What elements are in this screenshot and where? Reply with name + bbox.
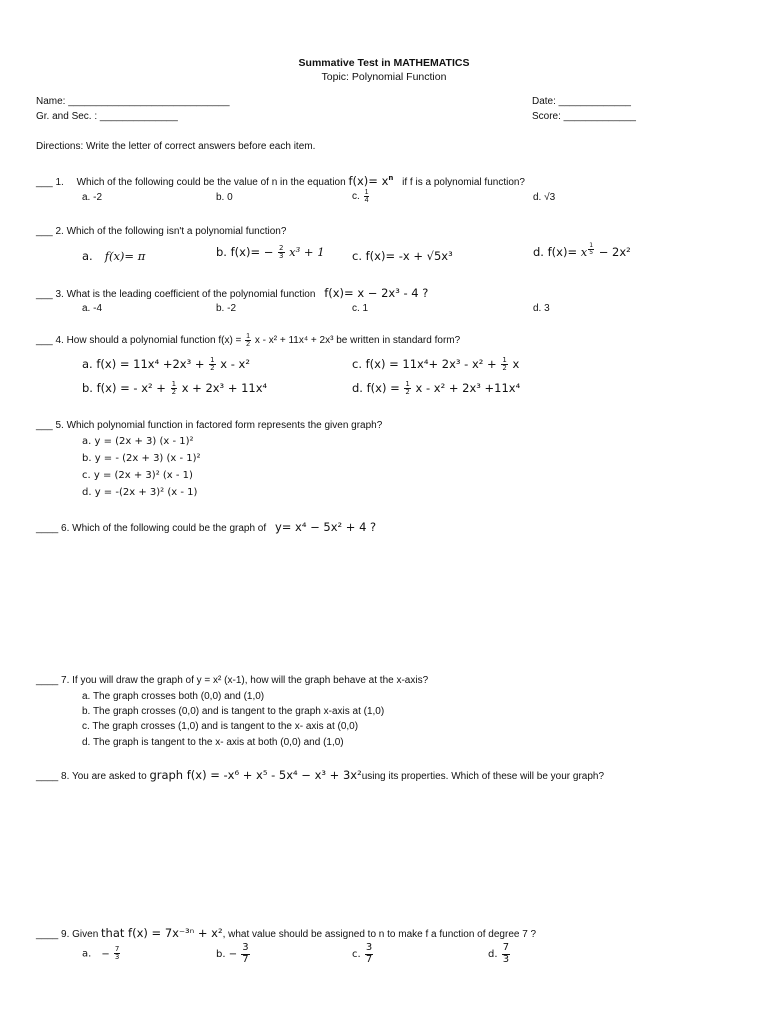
question-3 — [36, 286, 428, 300]
question-text: , what value should be assigned to n to make f a function of degree 7 ? — [222, 929, 537, 940]
q4-option-d[interactable]: d. f(x) = $\frac{1}{2}$ x - x² + 2x³ +11x⁴ — [352, 380, 521, 396]
name-field[interactable]: Name: _____________________________ — [36, 96, 230, 107]
q4-option-a[interactable]: a. f(x) = 11x⁴ +2x³ + $\frac{1}{2}$ x - x² — [82, 356, 250, 372]
q3-option-a[interactable]: a. -4 — [82, 303, 103, 314]
fraction: $\frac{1}{4}$ — [364, 189, 369, 204]
q4-option-b[interactable]: b. f(x) = - x² + $\frac{1}{2}$ x + 2x³ + 11x⁴ — [82, 380, 268, 396]
question-text: x - x² + 11x⁴ + 2x³ be written in standard form? — [254, 335, 461, 347]
q9-option-c[interactable]: c. $\frac{3}{7}$ — [352, 942, 373, 965]
q3-option-d[interactable]: d. 3 — [533, 303, 550, 314]
equation: $f(x)= x^n$ — [348, 174, 394, 188]
q7-option-c[interactable]: c. The graph crosses (1,0) and is tangent to the x- axis at (0,0) — [82, 721, 359, 732]
equation: f(x)= x − 2x³ - 4 ? — [324, 286, 429, 300]
question-text: if f is a polynomial function? — [402, 177, 525, 188]
date-field[interactable]: Date: _____________ — [532, 96, 631, 107]
q2-option-b[interactable]: b. f(x)= − $\frac{2}{3}$ x³ + 1 — [216, 244, 325, 260]
fraction: $\frac{3}{7}$ — [242, 942, 249, 965]
answer-blank[interactable]: ___ 1. — [36, 177, 64, 188]
q3-option-c[interactable]: c. 1 — [352, 303, 369, 314]
q7-option-a[interactable]: a. The graph crosses both (0,0) and (1,0) — [82, 691, 265, 702]
fraction: $\frac{1}{2}$ — [171, 380, 177, 396]
directions: Directions: Write the letter of correct answers before each item. — [36, 141, 316, 152]
q2-option-d[interactable]: d. f(x)= x $\frac{1}{5}$ − 2x² — [533, 242, 631, 259]
q3-option-b[interactable]: b. -2 — [216, 303, 237, 314]
question-text: ___ 3. What is the leading coefficient of the polynomial function — [36, 289, 316, 300]
question-8 — [36, 768, 604, 782]
q4-option-c[interactable]: c. f(x) = 11x⁴+ 2x³ - x² + $\frac{1}{2}$ x — [352, 356, 520, 372]
fraction: $\frac{2}{3}$ — [279, 244, 284, 260]
equation: graph f(x) = -x⁶ + x⁵ - 5x⁴ − x³ + 3x² — [149, 768, 362, 782]
fraction: $\frac{3}{7}$ — [365, 942, 373, 965]
q5-option-d[interactable]: d. y = -(2x + 3)² (x - 1) — [82, 487, 198, 498]
q9-option-a[interactable]: a. − $\frac{7}{3}$ — [82, 945, 120, 961]
q1-option-d[interactable]: d. √3 — [533, 192, 556, 203]
q9-option-d[interactable]: d. $\frac{7}{3}$ — [488, 942, 510, 965]
q5-option-c[interactable]: c. y = (2x + 3)² (x - 1) — [82, 470, 193, 481]
fraction: $\frac{1}{2}$ — [405, 380, 410, 396]
q2-option-c[interactable]: c. f(x)= -x + √5x³ — [352, 249, 453, 263]
fraction: $\frac{1}{2}$ — [210, 356, 215, 372]
question-4 — [36, 333, 460, 348]
question-text: ____ 6. Which of the following could be the graph of — [36, 523, 267, 534]
equation: that f(x) = 7x⁻³ⁿ + x² — [101, 926, 223, 940]
question-6 — [36, 520, 376, 534]
fraction: $\frac{1}{2}$ — [502, 356, 507, 372]
grade-section-field[interactable]: Gr. and Sec. : ______________ — [36, 111, 178, 122]
equation: y= x⁴ − 5x² + 4 ? — [274, 520, 377, 534]
q9-option-b[interactable]: b. − $\frac{3}{7}$ — [216, 942, 249, 965]
question-2: ___ 2. Which of the following isn't a polynomial function? — [36, 226, 287, 237]
q2-option-a[interactable]: a. f(x)= π — [82, 249, 146, 263]
question-1 — [36, 174, 525, 188]
q5-option-b[interactable]: b. y = - (2x + 3) (x - 1)² — [82, 453, 201, 464]
q7-option-d[interactable]: d. The graph is tangent to the x- axis at both (0,0) and (1,0) — [82, 737, 344, 748]
question-text: ____ 8. You are asked to — [36, 771, 147, 782]
question-text: using its properties. Which of these will be your graph? — [361, 771, 605, 782]
question-text: Which of the following could be the value of n in the equation — [76, 177, 346, 188]
question-5: ___ 5. Which polynomial function in factored form represents the given graph? — [36, 420, 383, 431]
question-text: ____ 9. Given — [36, 929, 99, 940]
question-9 — [36, 926, 536, 940]
fraction: $\frac{7}{3}$ — [114, 945, 120, 961]
q1-option-a[interactable]: a. -2 — [82, 192, 103, 203]
test-topic: Topic: Polynomial Function — [321, 71, 447, 83]
q1-option-b[interactable]: b. 0 — [216, 192, 233, 203]
question-7: ____ 7. If you will draw the graph of y = x² (x-1), how will the graph behave at the x-axis? — [36, 675, 429, 686]
q1-option-c[interactable]: c. $\frac{1}{4}$ — [352, 189, 369, 204]
question-text: ___ 4. How should a polynomial function f(x) = — [36, 335, 242, 347]
score-field[interactable]: Score: _____________ — [532, 111, 636, 122]
q7-option-b[interactable]: b. The graph crosses (0,0) and is tangent to the graph x-axis at (1,0) — [82, 706, 385, 717]
q5-option-a[interactable]: a. y = (2x + 3) (x - 1)² — [82, 436, 194, 447]
fraction: $\frac{7}{3}$ — [502, 942, 510, 965]
test-title: Summative Test in MATHEMATICS — [298, 57, 470, 69]
fraction: $\frac{1}{2}$ — [246, 333, 251, 348]
